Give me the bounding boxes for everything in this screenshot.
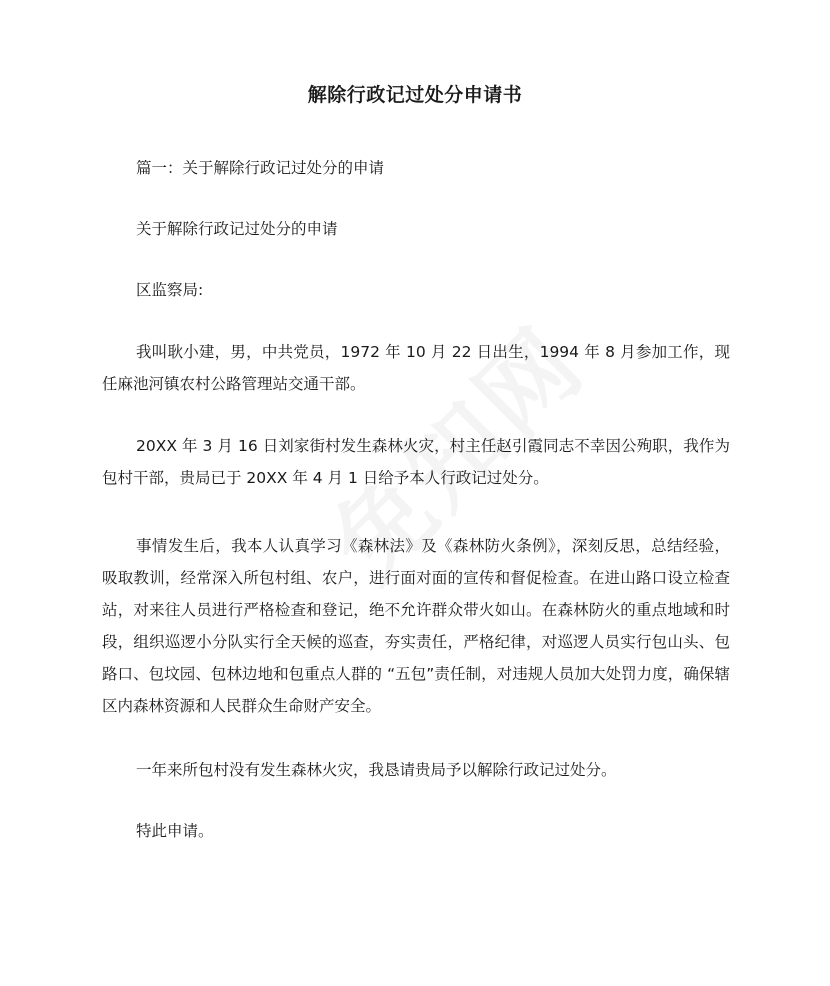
section-heading: 篇一：关于解除行政记过处分的申请 [136,159,385,177]
application-subject: 关于解除行政记过处分的申请 [136,220,338,238]
closing: 特此申请。 [136,822,214,840]
body-paragraph-actions: 事情发生后，我本人认真学习《森林法》及《森林防火条例》，深刻反思，总结经验，吸取教训，经常深入所包村组、农户，进行面对面的宣传和督促检查。在进山路口设立检查站，对来往人员进行严格检查和登记，绝不允许群众带火如山。在森林防火的重点地域和时段，组织巡逻小分队实行全天候的巡查，夯实责任，严格纪律，对巡逻人员实行包山头、包路口、包坟园、包林边地和包重点人群的 “五包”责任制，对违规人员加大处罚力度，确保辖区内森林资源和人民群众生命财产安全。 [102,537,730,715]
body-paragraph-incident: 20XX 年 3 月 16 日刘家街村发生森林火灾，村主任赵引霞同志不幸因公殉职，我作为包村干部，贵局已于 20XX 年 4 月 1 日给予本人行政记过处分。 [102,437,730,487]
body-paragraph-intro: 我叫耿小建，男，中共党员，1972 年 10 月 22 日出生，1994 年 8 月参加工作，现任麻池河镇农村公路管理站交通干部。 [102,343,730,393]
body-paragraph-request: 一年来所包村没有发生森林火灾，我恳请贵局予以解除行政记过处分。 [136,761,617,779]
salutation: 区监察局: [136,281,204,299]
document-title: 解除行政记过处分申请书 [307,84,523,106]
